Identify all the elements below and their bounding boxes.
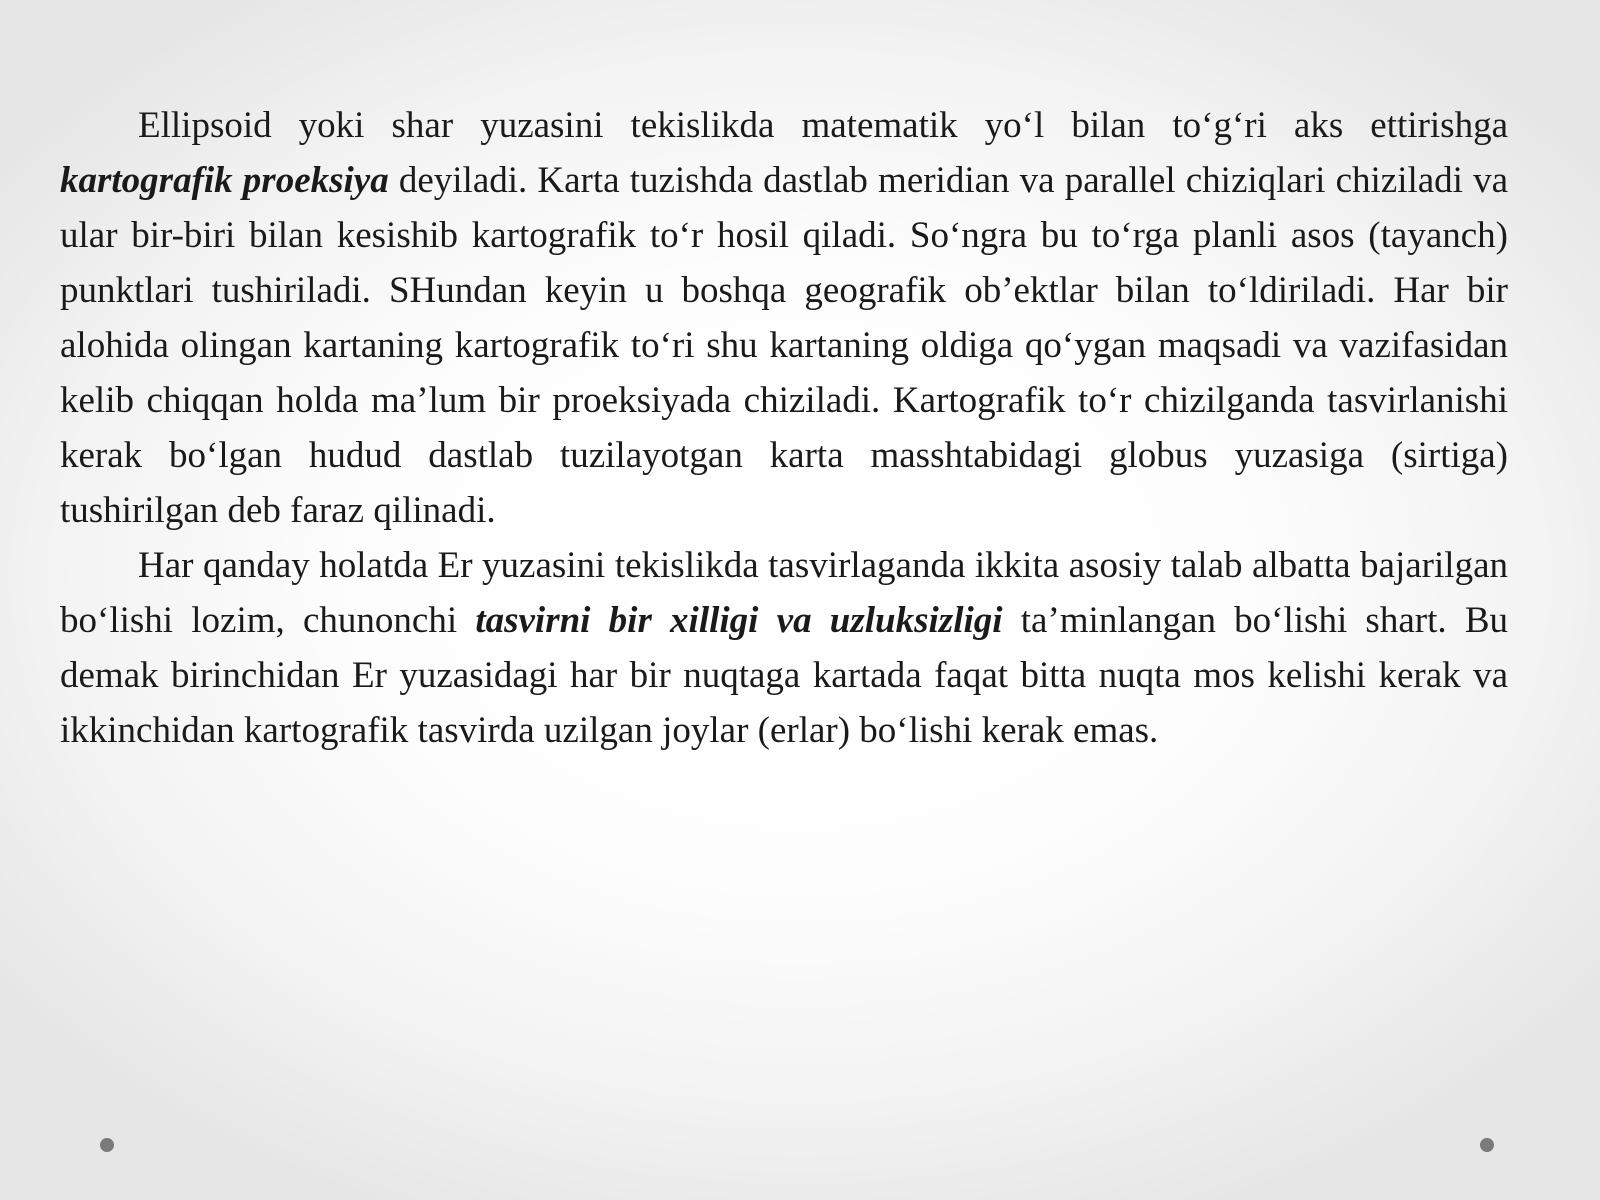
term-tasvirni-bir-xilligi: tasvirni bir xilligi va uzluksizligi (475, 600, 1003, 641)
paragraph-1-text-start: Ellipsoid yoki shar yuzasini tekislikda matematik yo‘l bilan to‘g‘ri aks ettirishga (138, 105, 1508, 146)
paragraph-2 (60, 538, 1508, 758)
term-kartografik-proeksiya: kartografik proeksiya (60, 160, 389, 201)
decorative-dot-right (1480, 1138, 1494, 1152)
slide-body-text (60, 98, 1508, 758)
decorative-dot-left (100, 1138, 114, 1152)
paragraph-1-text-rest: deyiladi. Karta tuzishda dastlab meridian va parallel chiziqlari chiziladi va ular bir-biri bilan kesishib kartografik to‘r hosil qiladi. So‘ngra bu to‘rga planli asos (tayanch) punktlari tushiriladi. SHundan keyin u boshqa geografik ob’ektlar bilan to‘ldiriladi. Har bir alohida olingan kartaning kartografik to‘ri shu kartaning oldiga qo‘ygan maqsadi va vazifasidan kelib chiqqan holda ma’lum bir proeksiyada chiziladi. Kartografik to‘r chizilganda tasvirlanishi kerak bo‘lgan hudud dastlab tuzilayotgan karta masshtabidagi globus yuzasiga (sirtiga) tushirilgan deb faraz qilinadi. (60, 160, 1509, 531)
paragraph-1 (60, 98, 1508, 538)
paragraph-2-text-rest: ta’minlangan bo‘lishi shart. Bu demak birinchidan Er yuzasidagi har bir nuqtaga kartada faqat bitta nuqta mos kelishi kerak va ikkinchidan kartografik tasvirda uzilgan joylar (erlar) bo‘lishi kerak emas. (60, 600, 1508, 751)
paragraph-2-text-start: Har qanday holatda Er yuzasini tekislikda tasvirlaganda ikkita asosiy talab albatta bajarilgan bo‘lishi lozim, chunonchi (60, 545, 1508, 641)
